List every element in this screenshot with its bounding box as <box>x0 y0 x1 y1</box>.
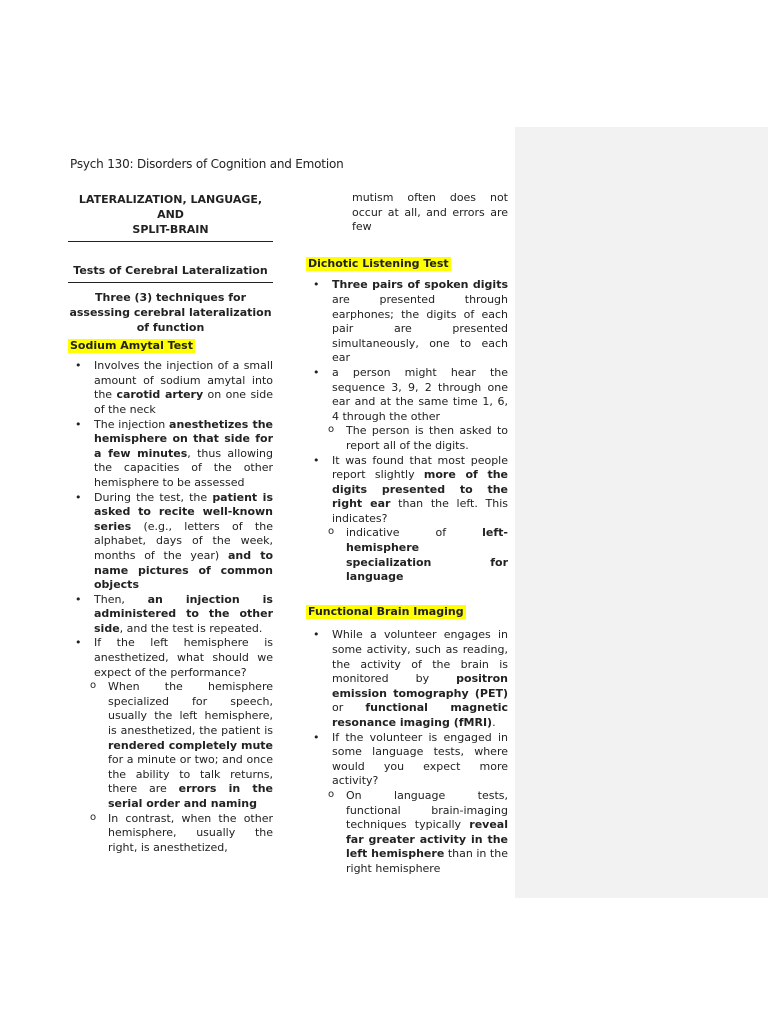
functional-imaging-heading: Functional Brain Imaging <box>308 604 464 618</box>
list-item: • If the volunteer is engaged in some language tests, where would you expect more activity? o On language tests, functional brain-imaging techniques typically reveal far greater activity in the left hemisphere than in the right hemisphere <box>306 731 508 877</box>
right-column <box>306 191 508 877</box>
dichotic-listening-heading: Dichotic Listening Test <box>308 256 449 270</box>
sub-list <box>306 789 508 877</box>
sub-list <box>306 424 508 453</box>
list-item: • If the left hemisphere is anesthetized, what should we expect of the performance? o When the hemisphere specialized for speech, usually the left hemisphere, is anesthetized, the patient is rendered completely mute for a minute or two; and once the ability to talk returns, there are errors in the serial order and naming o In contrast, when the other hemisphere, usually the right, is anesthetized, <box>68 636 273 855</box>
title-line-2: SPLIT-BRAIN <box>132 223 209 236</box>
sub-list-item: o When the hemisphere specialized for speech, usually the left hemisphere, is anesthetized, the patient is rendered completely mute for a minute or two; and once the ability to talk returns, there are errors in the serial order and naming <box>88 680 273 811</box>
list-item: • Involves the injection of a small amount of sodium amytal into the carotid artery on one side of the neck <box>68 359 273 417</box>
left-column <box>68 192 273 855</box>
continued-text: mutism often does not occur at all, and errors are few <box>352 191 508 234</box>
sub-list-item: o The person is then asked to report all of the digits. <box>326 424 508 453</box>
page-header: Psych 130: Disorders of Cognition and Emotion <box>70 157 344 171</box>
list-item: • Then, an injection is administered to the other side, and the test is repeated. <box>68 593 273 637</box>
sub-list <box>306 526 508 584</box>
list-item: • During the test, the patient is asked to recite well-known series (e.g., letters of the alphabet, days of the week, months of the year) and to name pictures of common objects <box>68 491 273 593</box>
document-title <box>68 192 273 242</box>
sub-list <box>68 680 273 855</box>
section-subheading: Tests of Cerebral Lateralization <box>68 264 273 283</box>
list-item: • While a volunteer engages in some activity, such as reading, the activity of the brain is monitored by positron emission tomography (PET) or functional magnetic resonance imaging (fMRI). <box>306 628 508 730</box>
dichotic-list <box>306 278 508 584</box>
list-item: • Three pairs of spoken digits are presented through earphones; the digits of each pair are presented simultaneously, one to each ear <box>306 278 508 366</box>
imaging-list <box>306 628 508 876</box>
list-item: • The injection anesthetizes the hemisphere on that side for a few minutes, thus allowing the capacities of the other hemisphere to be assessed <box>68 418 273 491</box>
title-line-1: LATERALIZATION, LANGUAGE, AND <box>78 193 263 221</box>
sub-list-item: o indicative of left-hemisphere specialization for language <box>326 526 508 584</box>
sub-list-item: o In contrast, when the other hemisphere, usually the right, is anesthetized, <box>88 812 273 856</box>
comment-pane <box>515 127 768 898</box>
sodium-amytal-list <box>68 359 273 855</box>
sodium-amytal-heading: Sodium Amytal Test <box>70 338 193 352</box>
list-item: • a person might hear the sequence 3, 9, 2 through one ear and at the same time 1, 6, 4 through the other o The person is then asked to report all of the digits. <box>306 366 508 454</box>
techniques-heading: Three (3) techniques for assessing cerebral lateralization of function <box>69 290 272 334</box>
sub-list-item: o On language tests, functional brain-imaging techniques typically reveal far greater activity in the left hemisphere than in the right hemisphere <box>326 789 508 877</box>
list-item: • It was found that most people report slightly more of the digits presented to the right ear than the left. This indicates? o indicative of left-hemisphere specialization for language <box>306 454 508 585</box>
